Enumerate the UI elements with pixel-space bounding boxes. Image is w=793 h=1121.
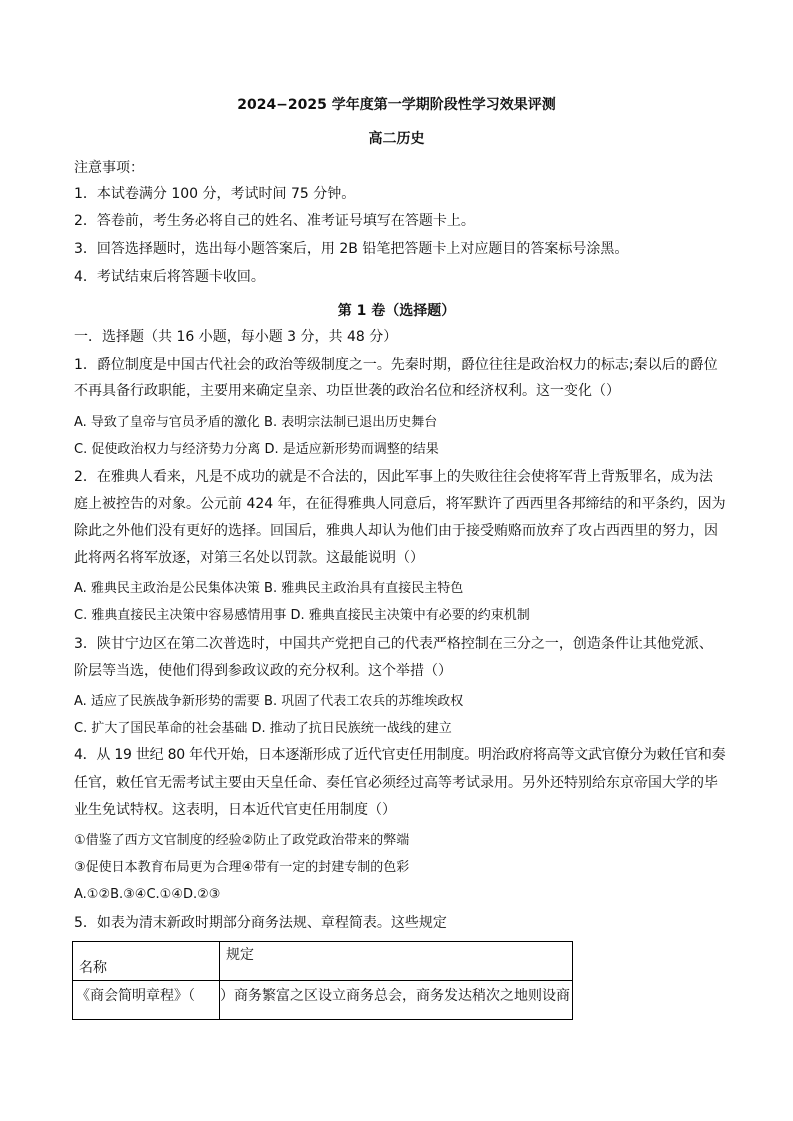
question-3-options: A. 适应了民族战争新形势的需要 B. 巩固了代表工农兵的苏维埃政权: [74, 694, 464, 709]
question-4-stem: 4．从 19 世纪 80 年代开始，日本逐渐形成了近代官吏任用制度。明治政府将高等文武官僚分为敕任官和奏: [74, 747, 726, 763]
question-4-stem: 业生免试特权。这表明，日本近代官吏任用制度（）: [74, 802, 396, 818]
notes-heading: 注意事项：: [74, 160, 144, 176]
regulations-table: [72, 941, 573, 1020]
note-item: 3．回答选择题时，选出每小题答案后，用 2B 铅笔把答题卡上对应题目的答案标号涂黑。: [74, 241, 629, 257]
question-3-stem: 3．陕甘宁边区在第二次普选时，中国共产党把自己的代表严格控制在三分之一，创造条件让其他党派、: [74, 636, 713, 652]
note-item: 4．考试结束后将答题卡收回。: [74, 269, 265, 285]
question-5-stem: 5．如表为清末新政时期部分商务法规、章程简表。这些规定: [74, 915, 447, 931]
volume-title: 第 1 卷（选择题）: [337, 303, 456, 319]
table-header-cell: 名称: [73, 942, 220, 981]
table-cell: 《商会简明章程》（: [73, 981, 220, 1020]
exam-title: 2024−2025 学年度第一学期阶段性学习效果评测: [237, 97, 556, 113]
question-4-options: A.①②B.③④C.①④D.②③: [74, 887, 221, 902]
question-4-statement: ③促使日本教育布局更为合理④带有一定的封建专制的色彩: [74, 860, 410, 875]
question-2-stem: 2．在雅典人看来，凡是不成功的就是不合法的，因此军事上的失败往往会使将军背上背叛罪名，成为法: [74, 469, 713, 485]
question-1-options: A. 导致了皇帝与官员矛盾的激化 B. 表明宗法制已退出历史舞台: [74, 415, 438, 430]
question-2-stem: 庭上被控告的对象。公元前 424 年，在征得雅典人同意后，将军默许了西西里各邦缔结的和平条约，因为: [74, 496, 726, 512]
question-3-stem: 阶层等当选，使他们得到参政议政的充分权利。这个举措（）: [74, 663, 452, 679]
question-4-statement: ①借鉴了西方文官制度的经验②防止了政党政治带来的弊端: [74, 833, 410, 848]
subject-title: 高二历史: [368, 131, 425, 147]
question-1-stem: 1．爵位制度是中国古代社会的政治等级制度之一。先秦时期，爵位往往是政治权力的标志;秦以后的爵位: [74, 357, 718, 373]
section-instructions: 一．选择题（共 16 小题，每小题 3 分，共 48 分）: [74, 329, 398, 345]
question-2-stem: 此将两名将军放逐，对第三名处以罚款。这最能说明（）: [74, 550, 424, 566]
table-cell: ）商务繁富之区设立商务总会，商务发达稍次之地则设商: [220, 981, 573, 1020]
table-header-cell: 规定: [220, 942, 573, 981]
note-item: 1．本试卷满分 100 分，考试时间 75 分钟。: [74, 186, 356, 202]
question-1-options: C. 促使政治权力与经济势力分离 D. 是适应新形势而调整的结果: [74, 442, 439, 457]
table-header-row: [73, 942, 573, 981]
table-row: [73, 981, 573, 1020]
question-3-options: C. 扩大了国民革命的社会基础 D. 推动了抗日民族统一战线的建立: [74, 721, 452, 736]
question-2-options: C. 雅典直接民主决策中容易感情用事 D. 雅典直接民主决策中有必要的约束机制: [74, 608, 530, 623]
note-item: 2．答卷前，考生务必将自己的姓名、准考证号填写在答题卡上。: [74, 213, 475, 229]
question-4-stem: 任官，敕任官无需考试主要由天皇任命、奏任官必须经过高等考试录用。另外还特别给东京帝国大学的毕: [74, 775, 718, 791]
question-2-stem: 除此之外他们没有更好的选择。回国后，雅典人却认为他们由于接受贿赂而放弃了攻占西西里的努力，因: [74, 523, 718, 539]
question-2-options: A. 雅典民主政治是公民集体决策 B. 雅典民主政治具有直接民主特色: [74, 581, 464, 596]
question-1-stem: 不再具备行政职能，主要用来确定皇亲、功臣世袭的政治名位和经济权利。这一变化（）: [74, 383, 620, 399]
